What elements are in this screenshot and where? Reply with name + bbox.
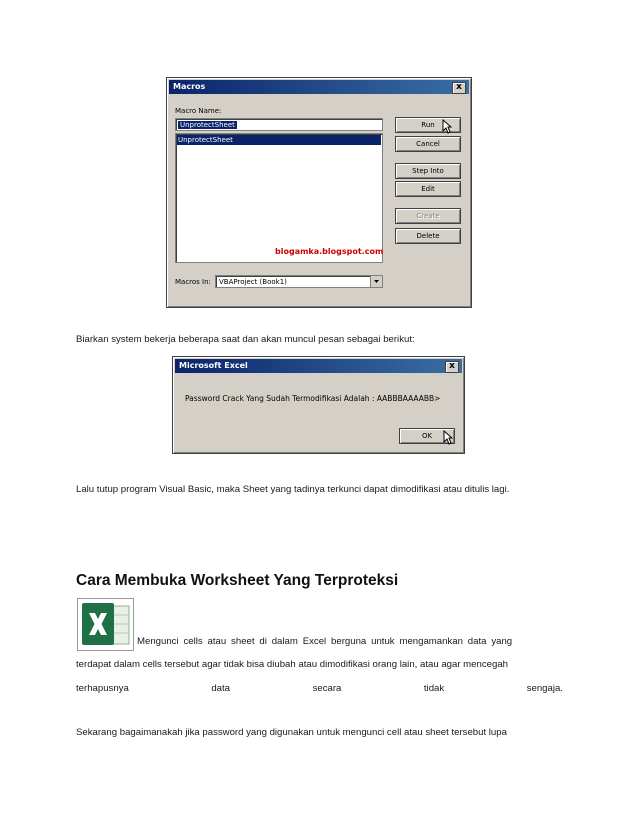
macros-title: Macros	[173, 82, 206, 91]
chevron-down-icon[interactable]	[370, 276, 382, 287]
macros-titlebar	[169, 80, 469, 94]
paragraph-1: Biarkan system bekerja beberapa saat dan akan muncul pesan sebagai berikut:	[76, 334, 415, 345]
macro-list-item-label: UnprotectSheet	[178, 136, 233, 144]
word: secara	[312, 683, 342, 694]
excel-titlebar	[175, 359, 462, 373]
body-line-3	[76, 683, 563, 694]
macro-name-value: UnprotectSheet	[180, 121, 235, 129]
step-into-button[interactable]: Step Into	[395, 163, 461, 179]
body-line-1: Mengunci cells atau sheet di dalam Excel berguna untuk mengamankan data yang	[137, 636, 513, 647]
run-button[interactable]: Run	[395, 117, 461, 133]
cancel-button[interactable]: Cancel	[395, 136, 461, 152]
paragraph-2: Lalu tutup program Visual Basic, maka Sheet yang tadinya terkunci dapat dimodifikasi atau ditulis lagi.	[76, 484, 510, 495]
body-line-2: terdapat dalam cells tersebut agar tidak bisa diubah atau dimodifikasi orang lain, atau agar mencegah	[76, 659, 508, 670]
word: data	[211, 683, 231, 694]
word: sengaja.	[526, 683, 563, 694]
edit-button[interactable]: Edit	[395, 181, 461, 197]
excel-logo-icon	[77, 598, 134, 651]
word: terhapusnya	[76, 683, 129, 694]
macro-name-label: Macro Name:	[175, 107, 222, 115]
macros-dialog	[166, 77, 472, 308]
delete-button[interactable]: Delete	[395, 228, 461, 244]
mouse-cursor-icon	[442, 119, 452, 134]
watermark-text: blogamka.blogspot.com	[275, 247, 384, 256]
section-heading: Cara Membuka Worksheet Yang Terproteksi	[76, 572, 399, 589]
excel-dialog	[172, 356, 465, 454]
macro-list[interactable]	[175, 133, 383, 263]
macros-in-label: Macros In:	[175, 278, 211, 286]
word: tidak	[423, 683, 445, 694]
body-line-4: Sekarang bagaimanakah jika password yang digunakan untuk mengunci cell atau sheet tersebut lupa	[76, 727, 507, 738]
macros-in-value: VBAProject (Book1)	[219, 278, 287, 286]
create-button[interactable]: Create	[395, 208, 461, 224]
excel-close-button[interactable]: x	[445, 361, 459, 373]
ok-button[interactable]: OK	[399, 428, 455, 444]
mouse-cursor-icon	[443, 430, 453, 445]
macro-name-input[interactable]	[175, 118, 383, 131]
macro-list-item[interactable]	[177, 135, 381, 145]
excel-dialog-message: Password Crack Yang Sudah Termodifikasi Adalah : AABBBAAAABB>	[185, 394, 441, 403]
macros-close-button[interactable]: x	[452, 82, 466, 94]
excel-dialog-title: Microsoft Excel	[179, 361, 248, 370]
macros-in-select[interactable]	[215, 275, 383, 288]
